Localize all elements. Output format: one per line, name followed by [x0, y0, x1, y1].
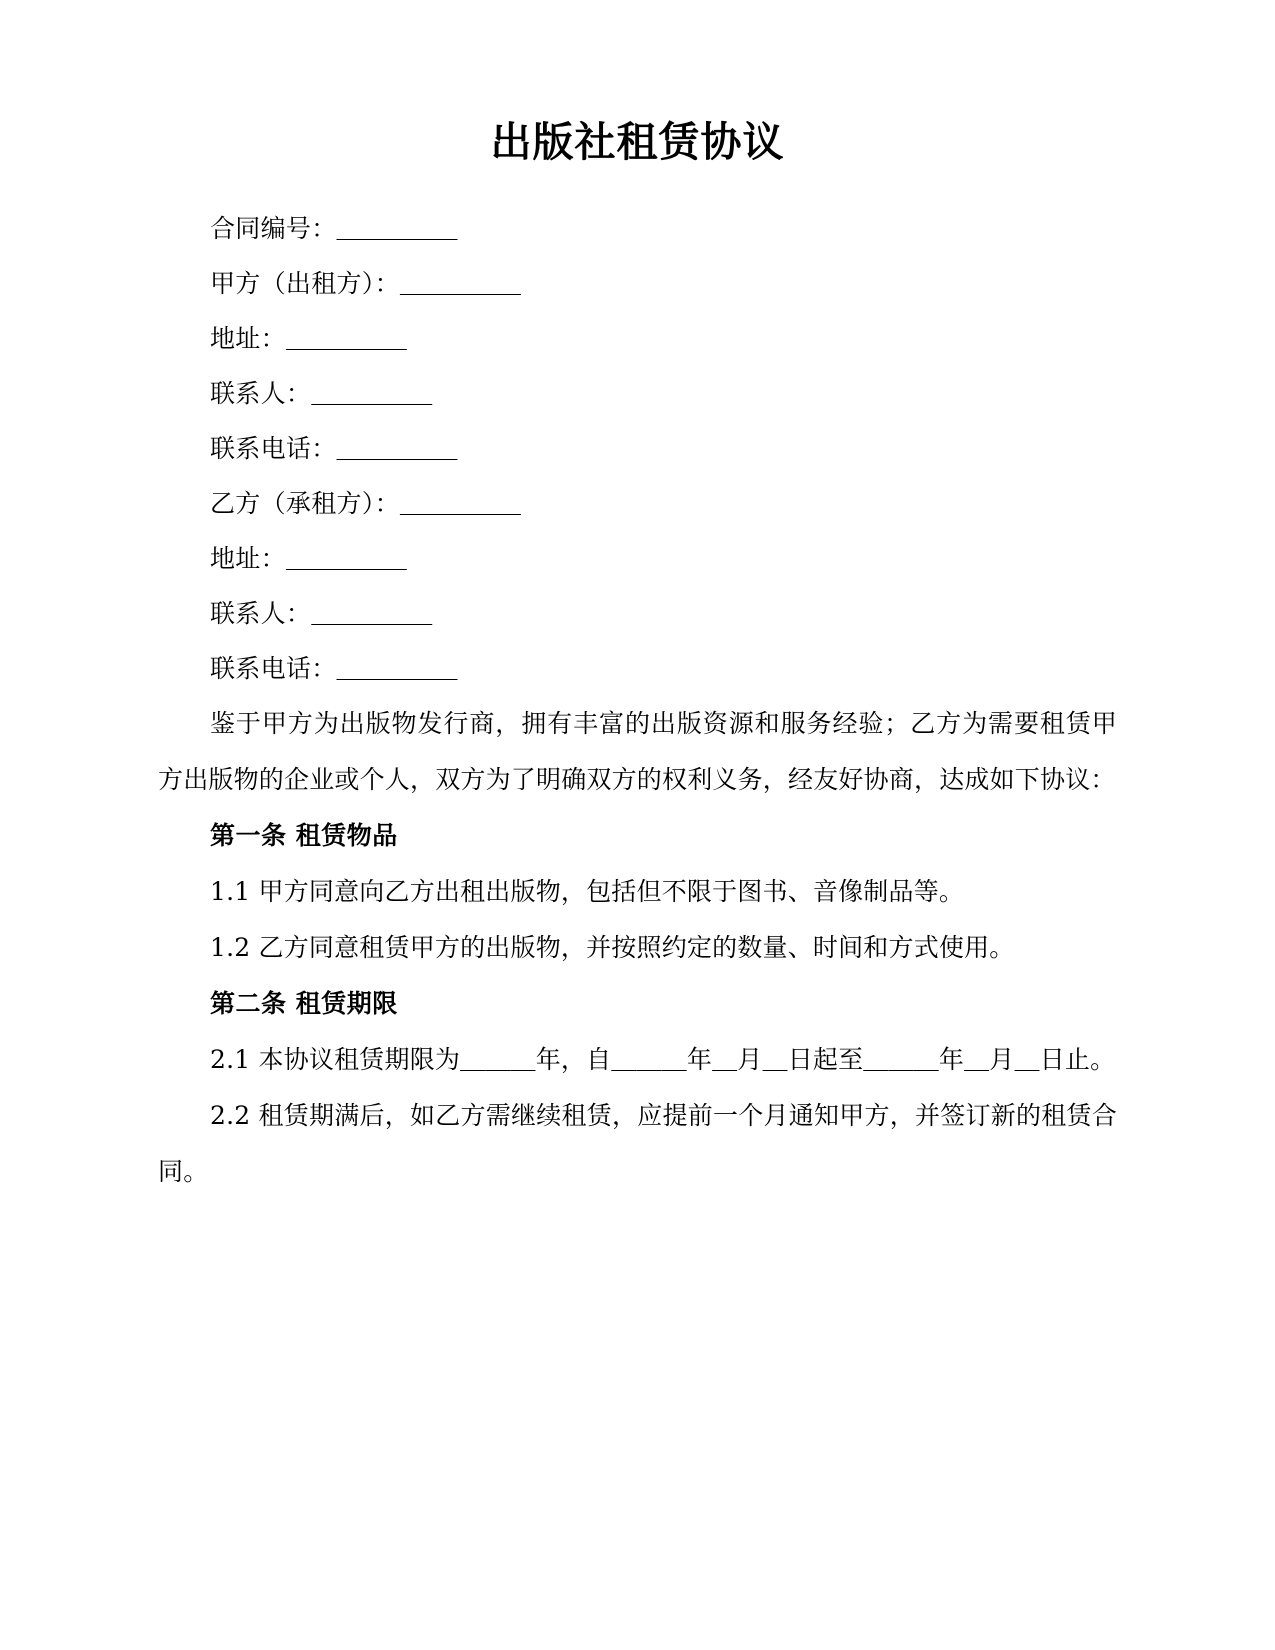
field-blank: ＿＿＿＿＿ [311, 379, 432, 409]
field-blank: ＿＿＿＿＿ [399, 489, 520, 519]
field-label: 联系人： [210, 599, 312, 629]
field-label: 合同编号： [210, 214, 337, 244]
preamble-paragraph: 鉴于甲方为出版物发行商，拥有丰富的出版资源和服务经验；乙方为需要租赁甲方出版物的企业或个人，双方为了明确双方的权利义务，经友好协商，达成如下协议： [158, 709, 1117, 795]
clause-2-1: 2.1 本协议租赁期限为＿＿＿年，自＿＿＿年＿月＿日起至＿＿＿年＿月＿日止。 [210, 1045, 1116, 1075]
field-party-a-address [158, 311, 1117, 366]
field-contract-number [158, 201, 1117, 256]
clause-2-2: 2.2 租赁期满后，如乙方需继续租赁，应提前一个月通知甲方，并签订新的租赁合同。 [158, 1101, 1117, 1187]
field-blank: ＿＿＿＿＿ [336, 654, 457, 684]
field-party-b-lessee [158, 476, 1117, 531]
field-blank: ＿＿＿＿＿ [399, 269, 520, 299]
field-party-a-phone [158, 421, 1117, 476]
field-label: 联系人： [210, 379, 312, 409]
field-label: 联系电话： [210, 434, 337, 464]
field-party-b-phone [158, 641, 1117, 696]
field-party-b-contact-person [158, 586, 1117, 641]
field-blank: ＿＿＿＿＿ [336, 214, 457, 244]
field-blank: ＿＿＿＿＿ [311, 599, 432, 629]
section-heading-2: 第二条 租赁期限 [210, 989, 398, 1019]
page-title: 出版社租赁协议 [490, 118, 785, 166]
field-label: 地址： [210, 324, 286, 354]
field-label: 甲方（出租方）： [210, 269, 400, 299]
field-party-b-address [158, 531, 1117, 586]
clause-1-1: 1.1 甲方同意向乙方出租出版物，包括但不限于图书、音像制品等。 [210, 877, 965, 907]
clause-1-2: 1.2 乙方同意租赁甲方的出版物，并按照约定的数量、时间和方式使用。 [210, 933, 1015, 963]
field-blank: ＿＿＿＿＿ [285, 544, 406, 574]
field-party-a-lessor [158, 256, 1117, 311]
party-information-fields [158, 201, 1117, 696]
field-party-a-contact-person [158, 366, 1117, 421]
field-label: 联系电话： [210, 654, 337, 684]
section-heading-1: 第一条 租赁物品 [210, 821, 398, 851]
field-blank: ＿＿＿＿＿ [336, 434, 457, 464]
field-label: 地址： [210, 544, 286, 574]
field-label: 乙方（承租方）： [210, 489, 400, 519]
field-blank: ＿＿＿＿＿ [285, 324, 406, 354]
